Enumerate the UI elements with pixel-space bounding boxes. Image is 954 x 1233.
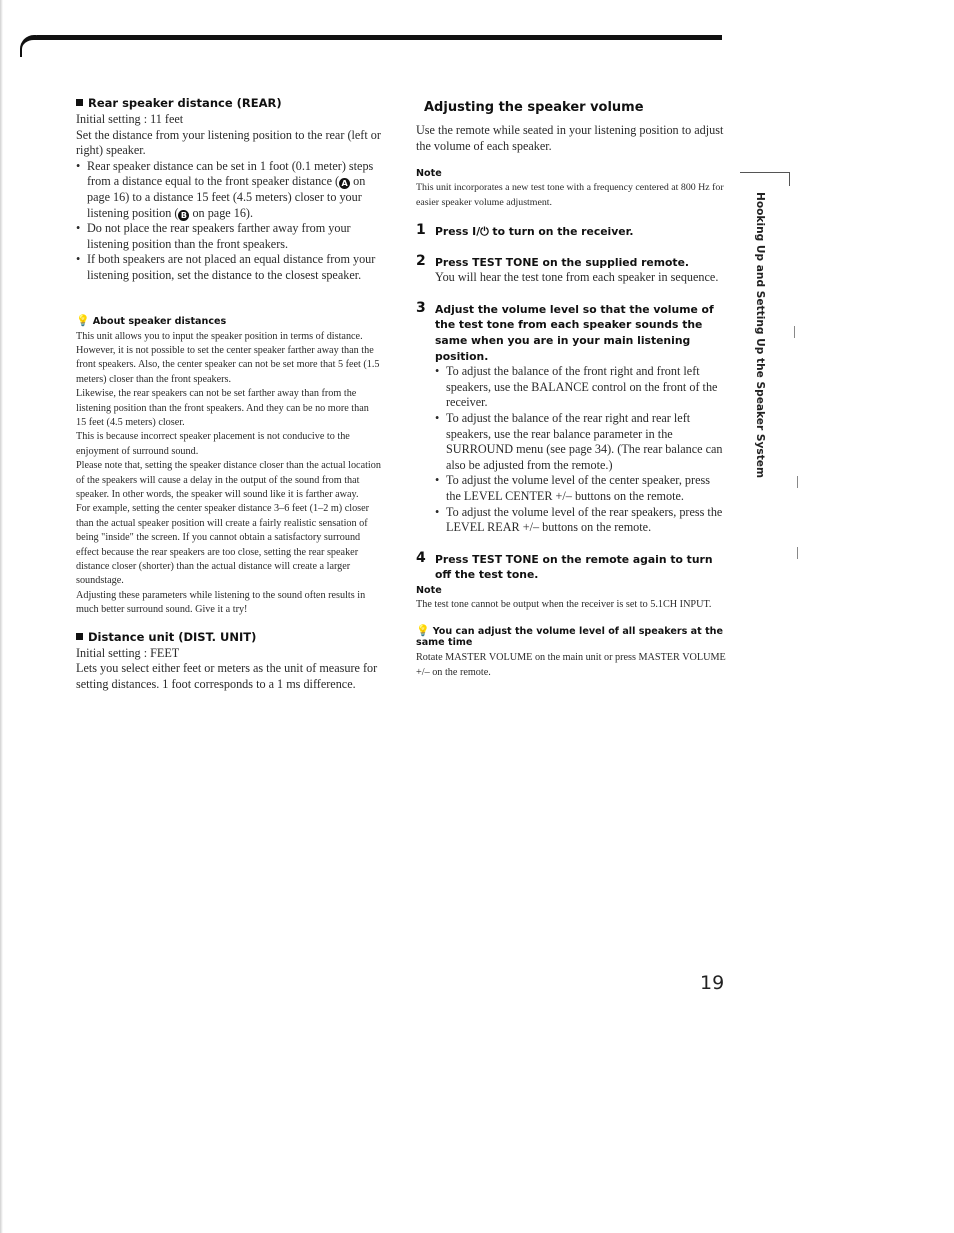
list-item: • To adjust the balance of the front right and front left speakers, use the BALANCE control on the front of the receiver. xyxy=(435,364,726,411)
note-box xyxy=(416,585,726,612)
header-rule xyxy=(32,35,722,40)
tip-master-volume xyxy=(416,624,726,680)
initial-setting: Initial setting : 11 feet xyxy=(76,112,184,126)
step-text: Press TEST TONE on the remote again to turn off the test tone. xyxy=(435,552,713,582)
list-item: • Do not place the rear speakers farther away from your listening position than the front speakers. xyxy=(76,221,381,252)
left-column xyxy=(76,96,381,692)
step-number: 2 xyxy=(416,252,426,269)
tip-paragraph: This unit allows you to input the speaker position in terms of distance. However, it is not possible to set the center speaker farther away than the front speakers. Also, the center speaker can not be set more that 5 feet (1.5 meters) closer than the front speakers. xyxy=(76,330,380,385)
tip-title: 💡 About speaker distances xyxy=(76,313,227,327)
chapter-side-tab xyxy=(740,172,790,488)
page-title: Adjusting the speaker volume xyxy=(424,100,644,115)
chapter-title: Hooking Up and Setting Up the Speaker System xyxy=(754,192,766,479)
tip-paragraph: This is because incorrect speaker placement is not conducive to the enjoyment of surround sound. xyxy=(76,431,350,457)
list-item: • To adjust the volume level of the center speaker, press the LEVEL CENTER +/– buttons on the remote. xyxy=(435,473,726,504)
lightbulb-icon: 💡 xyxy=(76,313,90,327)
tip-paragraph: Please note that, setting the speaker distance closer than the actual location of the speakers will cause a delay in the output of the sound from that speaker. In other words, the speaker will sound like it is farther away. xyxy=(76,460,381,500)
section-heading: Distance unit (DIST. UNIT) xyxy=(76,630,381,644)
intro-text: Use the remote while seated in your listening position to adjust the volume of each speaker. xyxy=(416,123,724,153)
step-text: Press I/⏻ to turn on the receiver. xyxy=(435,225,634,238)
step-number: 4 xyxy=(416,549,426,566)
circled-b-icon: B xyxy=(178,210,189,221)
side-tab-rule xyxy=(740,172,790,186)
list-item: • Rear speaker distance can be set in 1 foot (0.1 meter) steps from a distance equal to the front speaker distance ( A on page 16) to a distance 15 feet (4.5 meters) closer to your listening position ( B on page 16). xyxy=(76,159,381,221)
step-number: 3 xyxy=(416,299,426,316)
step-number: 1 xyxy=(416,222,426,238)
circled-a-icon: A xyxy=(339,178,350,189)
bullet-list xyxy=(76,159,381,284)
step-3 xyxy=(416,299,726,536)
tip-paragraph: For example, setting the center speaker distance 3–6 feet (1–2 m) closer than the actual speaker position will create a fairly realistic sensation of being "inside" the screen. If you cannot obtain a satisfactory surround effect because the rear speakers are too close, setting the rear speaker distance closer (shorter) than the actual distance will create a larger soundstage. xyxy=(76,503,370,587)
tip-paragraph: Likewise, the rear speakers can not be set farther away than from the listening position than the front speakers. And they can be no more than 15 feet (4.5 meters) closer. xyxy=(76,388,369,428)
initial-setting: Initial setting : FEET xyxy=(76,645,180,660)
tip-speaker-distances xyxy=(76,314,381,618)
lightbulb-icon: 💡 xyxy=(416,624,430,638)
step-description: You will hear the test tone from each speaker in sequence. xyxy=(435,270,719,285)
tip-text: Rotate MASTER VOLUME on the main unit or press MASTER VOLUME +/– on the remote. xyxy=(416,652,726,678)
list-item: • To adjust the balance of the rear right and rear left speakers, use the rear balance parameter in the SURROUND menu (see page 34). (The rear balance can also be adjusted from the remote.) xyxy=(435,411,726,473)
margin-mark xyxy=(797,476,798,488)
section-heading: Rear speaker distance (REAR) xyxy=(76,96,381,110)
step-4 xyxy=(416,549,726,583)
note-box xyxy=(416,168,726,210)
step-1 xyxy=(416,224,726,240)
rear-speaker-distance-section xyxy=(76,96,381,284)
tip-paragraph: Adjusting these parameters while listening to the sound often results in much better surround sound. Give it a try! xyxy=(76,589,366,616)
square-bullet-icon xyxy=(76,633,83,640)
page-number: 19 xyxy=(700,972,725,994)
note-label: Note xyxy=(416,584,442,596)
note-label: Note xyxy=(416,168,442,180)
step-text: Press TEST TONE on the supplied remote. xyxy=(435,255,690,269)
list-item: • If both speakers are not placed an equal distance from your listening position, set the distance to the closest speaker. xyxy=(76,252,381,283)
section-description: Set the distance from your listening position to the rear (left or right) speaker. xyxy=(76,127,381,158)
margin-mark xyxy=(797,547,798,559)
list-item: • To adjust the volume level of the rear speakers, press the LEVEL REAR +/– buttons on the remote. xyxy=(435,505,726,536)
right-column xyxy=(416,100,726,680)
section-description: Lets you select either feet or meters as the unit of measure for setting distances. 1 foot corresponds to a 1 ms difference. xyxy=(76,661,378,691)
step-2 xyxy=(416,252,726,286)
tip-title: 💡 You can adjust the volume level of all speakers at the same time xyxy=(416,624,723,649)
bullet-list xyxy=(435,364,726,536)
distance-unit-section xyxy=(76,630,381,693)
page-edge-shadow xyxy=(0,0,3,1233)
square-bullet-icon xyxy=(76,99,83,106)
note-text: This unit incorporates a new test tone with a frequency centered at 800 Hz for easier speaker volume adjustment. xyxy=(416,182,724,208)
step-text: Adjust the volume level so that the volume of the test tone from each speaker sounds the same when you are in your main listening position. xyxy=(435,302,714,363)
margin-mark xyxy=(794,326,795,338)
note-text: The test tone cannot be output when the receiver is set to 5.1CH INPUT. xyxy=(416,598,712,610)
